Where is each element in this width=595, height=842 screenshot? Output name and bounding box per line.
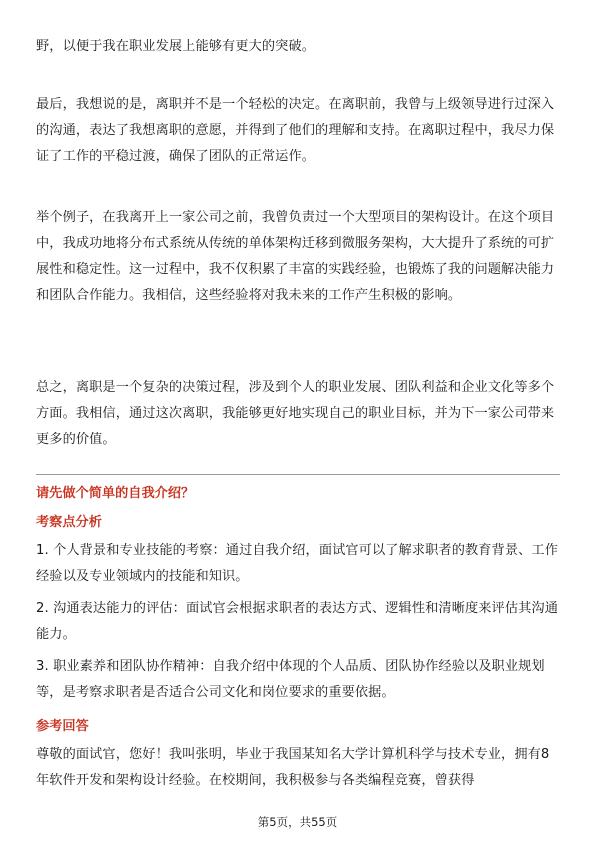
analysis-point-3: 3. 职业素养和团队协作精神：自我介绍中体现的个人品质、团队协作经验以及职业规划等，是考察求职者是否适合公司文化和岗位要求的重要依据。 <box>36 659 545 700</box>
paragraph-last-point: 最后，我想说的是，离职并不是一个轻松的决定。在离职前，我曾与上级领导进行过深入的沟通，表达了我想离职的意愿，并得到了他们的理解和支持。在离职过程中，我尽力保证了工作的平稳过渡，确保了团队的正常运作。 <box>36 97 555 164</box>
analysis-heading: 考察点分析 <box>36 515 102 530</box>
paragraph-intro-tail: 野，以便于我在职业发展上能够有更大的突破。 <box>36 39 316 54</box>
question-title: 请先做个简单的自我介绍？ <box>36 486 195 501</box>
section-divider <box>36 474 560 475</box>
analysis-point-1: 1. 个人背景和专业技能的考察：通过自我介绍，面试官可以了解求职者的教育背景、工作经验以及专业领域内的技能和知识。 <box>36 543 558 584</box>
paragraph-example: 举个例子，在我离开上一家公司之前，我曾负责过一个大型项目的架构设计。在这个项目中，我成功地将分布式系统从传统的单体架构迁移到微服务架构，大大提升了系统的可扩展性和稳定性。这一过程中，我不仅积累了丰富的实践经验，也锻炼了我的问题解决能力和团队合作能力。我相信，这些经验将对我未来的工作产生积极的影响。 <box>36 210 555 303</box>
analysis-point-2: 2. 沟通表达能力的评估：面试官会根据求职者的表达方式、逻辑性和清晰度来评估其沟通能力。 <box>36 601 558 642</box>
page-number: 第5页，共55页 <box>257 815 338 829</box>
answer-heading: 参考回答 <box>36 719 89 734</box>
paragraph-summary: 总之，离职是一个复杂的决策过程，涉及到个人的职业发展、团队利益和企业文化等多个方面。我相信，通过这次离职，我能够更好地实现自己的职业目标，并为下一家公司带来更多的价值。 <box>36 380 555 447</box>
answer-text: 尊敬的面试官，您好！我叫张明，毕业于我国某知名大学计算机科学与技术专业，拥有8年软件开发和架构设计经验。在校期间，我积极参与各类编程竞赛，曾获得 <box>36 747 550 788</box>
